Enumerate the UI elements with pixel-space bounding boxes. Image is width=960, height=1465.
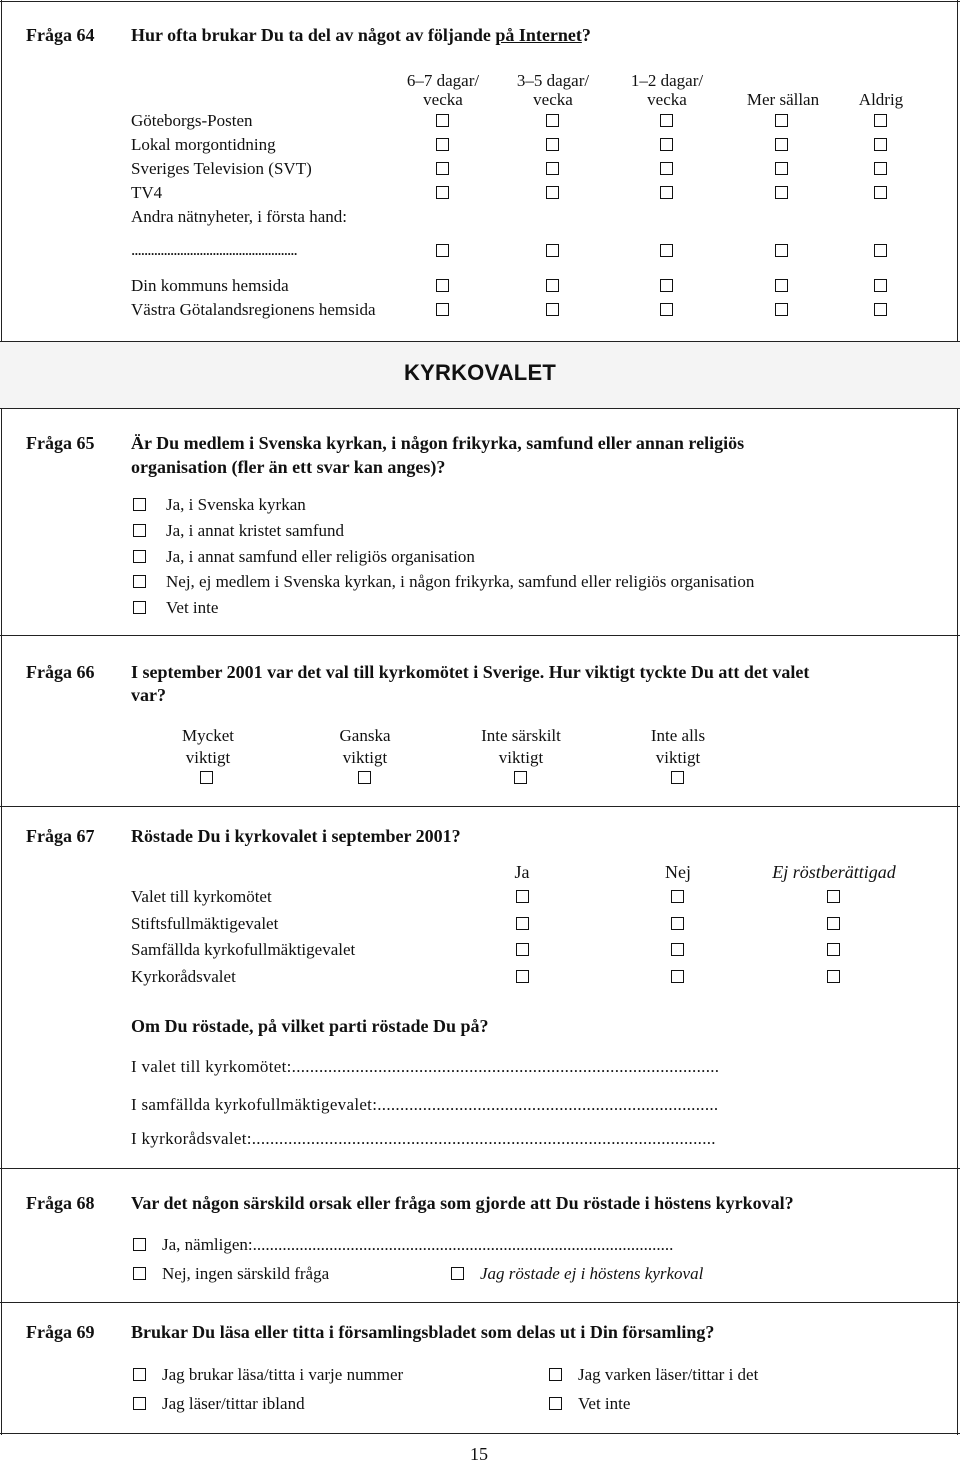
q64-checkbox[interactable] — [546, 279, 559, 292]
q65-option-checkbox[interactable] — [133, 601, 146, 614]
q64-checkbox[interactable] — [436, 114, 449, 127]
q67-row-label: Stiftsfullmäktigevalet — [131, 914, 279, 933]
q65-option-label: Ja, i annat kristet samfund — [166, 521, 344, 540]
q69-option-checkbox[interactable] — [133, 1368, 146, 1381]
q66-scale-checkbox[interactable] — [358, 771, 371, 784]
q64-checkbox[interactable] — [775, 244, 788, 257]
q67-fill-line[interactable]: I samfällda kyrkofullmäktigevalet:........................................................................... — [131, 1095, 719, 1114]
q64-checkbox[interactable] — [546, 114, 559, 127]
q64-checkbox[interactable] — [660, 114, 673, 127]
q69-option-label: Jag brukar läsa/titta i varje nummer — [162, 1365, 404, 1384]
q66-scale-line2: viktigt — [655, 748, 701, 767]
q64-row-label: Sveriges Television (SVT) — [131, 159, 312, 178]
q67-checkbox[interactable] — [671, 970, 684, 983]
q68-didnt-vote-checkbox[interactable] — [451, 1267, 464, 1280]
q64-checkbox[interactable] — [546, 162, 559, 175]
frame-right-border — [957, 0, 958, 1435]
q67-checkbox[interactable] — [516, 943, 529, 956]
q65-label: Fråga 65 — [26, 433, 95, 453]
q67-row-label: Valet till kyrkomötet — [131, 887, 272, 906]
q64-col-5-label: Aldrig — [858, 90, 904, 109]
frame-left-border — [1, 0, 2, 1435]
q64-checkbox[interactable] — [546, 186, 559, 199]
q64-row-label: Din kommuns hemsida — [131, 276, 289, 295]
q64-checkbox[interactable] — [436, 244, 449, 257]
q66-scale-line1: Mycket — [182, 726, 234, 745]
q67-fill-line[interactable]: I valet till kyrkomötet:.............................................................................................. — [131, 1057, 720, 1076]
q64-checkbox[interactable] — [775, 114, 788, 127]
page-number: 15 — [470, 1444, 488, 1464]
q64-checkbox[interactable] — [874, 162, 887, 175]
q64-checkbox[interactable] — [775, 162, 788, 175]
q65-option-checkbox[interactable] — [133, 498, 146, 511]
q67-checkbox[interactable] — [827, 943, 840, 956]
q66-scale-line1: Inte särskilt — [481, 726, 561, 745]
q64-col-2-line1: 3–5 dagar/ — [516, 71, 590, 90]
section-divider — [0, 1302, 960, 1303]
q64-checkbox[interactable] — [546, 244, 559, 257]
q67-label: Fråga 67 — [26, 826, 95, 846]
q64-checkbox[interactable] — [436, 186, 449, 199]
q67-checkbox[interactable] — [827, 917, 840, 930]
q64-col-1-line2: vecka — [423, 90, 463, 109]
q67-checkbox[interactable] — [671, 943, 684, 956]
q68-label: Fråga 68 — [26, 1193, 95, 1213]
q66-scale-line1: Ganska — [339, 726, 391, 745]
q64-col-3-line1: 1–2 dagar/ — [630, 71, 704, 90]
q64-checkbox[interactable] — [874, 114, 887, 127]
q64-checkbox[interactable] — [546, 303, 559, 316]
q67-col-not-eligible: Ej röstberättigad — [772, 862, 896, 882]
q64-row-label: Lokal morgontidning — [131, 135, 276, 154]
q69-option-label: Vet inte — [578, 1394, 631, 1413]
section-divider — [0, 806, 960, 807]
q66-scale-checkbox[interactable] — [200, 771, 213, 784]
q64-checkbox[interactable] — [874, 244, 887, 257]
frame-bottom-border — [0, 1433, 960, 1434]
q64-col-1-line1: 6–7 dagar/ — [406, 71, 480, 90]
q65-option-checkbox[interactable] — [133, 550, 146, 563]
q65-option-checkbox[interactable] — [133, 575, 146, 588]
q64-checkbox[interactable] — [436, 279, 449, 292]
q66-question-line1: I september 2001 var det val till kyrkomötet i Sverige. Hur viktigt tyckte Du att det valet — [131, 662, 810, 682]
q64-other-fill-line[interactable]: ................................................... — [131, 240, 297, 259]
q69-option-checkbox[interactable] — [133, 1397, 146, 1410]
q67-checkbox[interactable] — [671, 917, 684, 930]
q64-question: Hur ofta brukar Du ta del av något av följande på Internet? — [131, 25, 591, 45]
q67-checkbox[interactable] — [516, 917, 529, 930]
q64-checkbox[interactable] — [660, 303, 673, 316]
q67-checkbox[interactable] — [671, 890, 684, 903]
q64-checkbox[interactable] — [436, 303, 449, 316]
q64-checkbox[interactable] — [775, 138, 788, 151]
q69-label: Fråga 69 — [26, 1322, 95, 1342]
q64-col-4-label: Mer sällan — [746, 90, 820, 109]
q66-scale-line1: Inte alls — [650, 726, 706, 745]
q69-option-label: Jag varken läser/tittar i det — [578, 1365, 759, 1384]
q64-checkbox[interactable] — [546, 138, 559, 151]
q67-checkbox[interactable] — [827, 890, 840, 903]
q69-question: Brukar Du läsa eller titta i församlingsbladet som delas ut i Din församling? — [131, 1322, 715, 1342]
frame-top-border — [0, 1, 960, 2]
q64-checkbox[interactable] — [874, 138, 887, 151]
q64-checkbox[interactable] — [874, 279, 887, 292]
q64-checkbox[interactable] — [660, 138, 673, 151]
q64-checkbox[interactable] — [660, 162, 673, 175]
q64-checkbox[interactable] — [436, 138, 449, 151]
q64-checkbox[interactable] — [436, 162, 449, 175]
q64-checkbox[interactable] — [874, 303, 887, 316]
q64-checkbox[interactable] — [874, 186, 887, 199]
q64-checkbox[interactable] — [775, 279, 788, 292]
q68-no-checkbox[interactable] — [133, 1267, 146, 1280]
q65-option-label: Vet inte — [166, 598, 219, 617]
q69-option-checkbox[interactable] — [549, 1368, 562, 1381]
q67-row-label: Kyrkorådsvalet — [131, 967, 236, 986]
q65-option-label: Nej, ej medlem i Svenska kyrkan, i någon frikyrka, samfund eller religiös organisation — [166, 572, 755, 591]
q68-yes-label[interactable]: Ja, nämligen:................................................................................................... — [162, 1235, 674, 1254]
q66-question-line2: var? — [131, 685, 166, 705]
q65-option-checkbox[interactable] — [133, 524, 146, 537]
q64-other-label: Andra nätnyheter, i första hand: — [131, 207, 347, 226]
q67-fill-line[interactable]: I kyrkorådsvalet:...................................................................................................... — [131, 1129, 716, 1148]
q65-option-label: Ja, i annat samfund eller religiös organisation — [166, 547, 475, 566]
q64-row-label: Västra Götalandsregionens hemsida — [131, 300, 376, 319]
q64-checkbox[interactable] — [660, 279, 673, 292]
q67-col-yes: Ja — [514, 862, 530, 882]
q67-checkbox[interactable] — [516, 890, 529, 903]
q66-scale-line2: viktigt — [498, 748, 544, 767]
q68-yes-checkbox[interactable] — [133, 1238, 146, 1251]
q64-checkbox[interactable] — [775, 303, 788, 316]
q67-col-no: Nej — [665, 862, 691, 882]
q67-checkbox[interactable] — [827, 970, 840, 983]
q64-col-3-line2: vecka — [647, 90, 687, 109]
q66-scale-line2: viktigt — [342, 748, 388, 767]
q66-scale-checkbox[interactable] — [671, 771, 684, 784]
q64-checkbox[interactable] — [775, 186, 788, 199]
q68-question: Var det någon särskild orsak eller fråga som gjorde att Du röstade i höstens kyrkoval? — [131, 1193, 794, 1213]
q69-option-checkbox[interactable] — [549, 1397, 562, 1410]
q64-checkbox[interactable] — [660, 186, 673, 199]
q64-checkbox[interactable] — [660, 244, 673, 257]
q67-sub-question: Om Du röstade, på vilket parti röstade Du på? — [131, 1016, 489, 1036]
q66-label: Fråga 66 — [26, 662, 95, 682]
q67-checkbox[interactable] — [516, 970, 529, 983]
q64-row-label: Göteborgs-Posten — [131, 111, 253, 130]
q66-scale-checkbox[interactable] — [514, 771, 527, 784]
q64-label: Fråga 64 — [26, 25, 95, 45]
q69-option-label: Jag läser/tittar ibland — [162, 1394, 305, 1413]
section-divider — [0, 635, 960, 636]
q65-option-label: Ja, i Svenska kyrkan — [166, 495, 306, 514]
q64-row-label: TV4 — [131, 183, 163, 202]
q65-question-line1: Är Du medlem i Svenska kyrkan, i någon frikyrka, samfund eller annan religiös — [131, 433, 745, 453]
q64-col-2-line2: vecka — [533, 90, 573, 109]
section-divider — [0, 1168, 960, 1169]
q67-row-label: Samfällda kyrkofullmäktigevalet — [131, 940, 356, 959]
section-title: KYRKOVALET — [404, 360, 556, 385]
q68-no-label: Nej, ingen särskild fråga — [162, 1264, 330, 1283]
q67-question: Röstade Du i kyrkovalet i september 2001? — [131, 826, 461, 846]
q65-question-line2: organisation (fler än ett svar kan anges)? — [131, 457, 446, 477]
q68-didnt-vote-label: Jag röstade ej i höstens kyrkoval — [480, 1264, 704, 1283]
q66-scale-line2: viktigt — [185, 748, 231, 767]
